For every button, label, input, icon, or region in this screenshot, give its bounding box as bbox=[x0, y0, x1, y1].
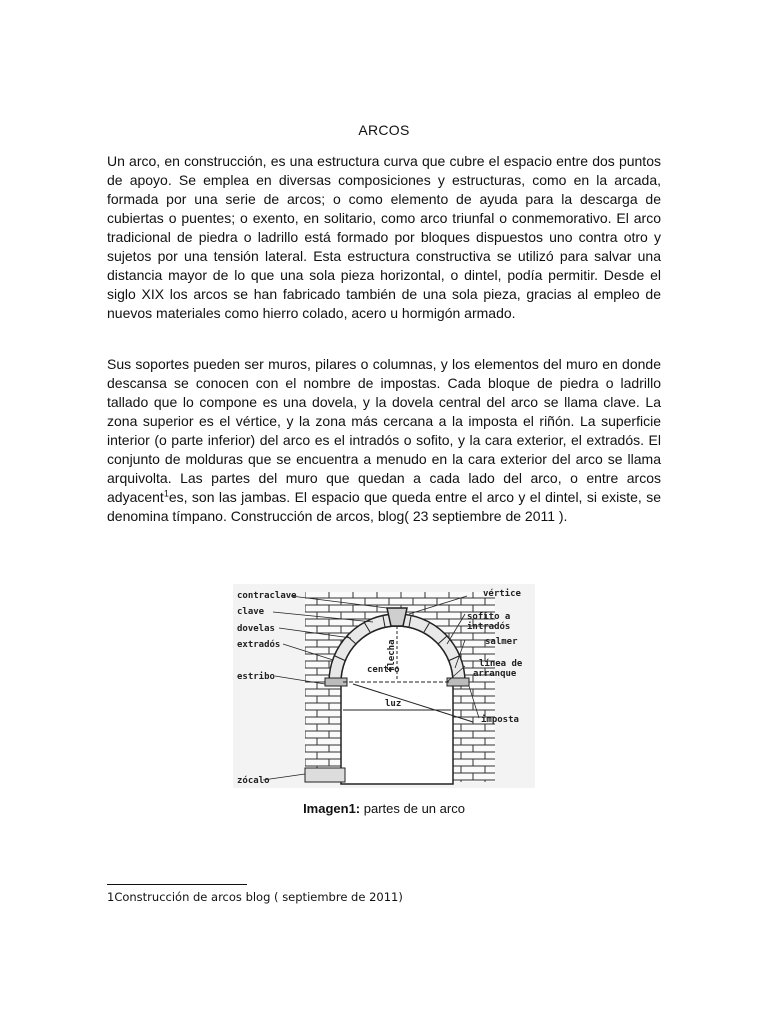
label-contraclave: contraclave bbox=[237, 591, 297, 601]
figure-caption bbox=[0, 800, 768, 818]
caption-text: partes de un arco bbox=[360, 801, 465, 816]
label-centro: centro bbox=[367, 665, 400, 675]
footnote-reference: 1 bbox=[163, 488, 169, 499]
label-arranque: arranque bbox=[473, 669, 517, 679]
label-clave: clave bbox=[237, 607, 265, 617]
label-imposta: imposta bbox=[481, 715, 519, 725]
plinth bbox=[305, 768, 345, 782]
label-flecha: flecha bbox=[387, 639, 397, 672]
footnote-separator bbox=[107, 884, 247, 885]
paragraph-2-part-1: Sus soportes pueden ser muros, pilares o columnas, y los elementos del muro en donde descansa se conocen con el nombre de impostas. Cada bloque de piedra o ladrillo tallado que lo compone es una dovela, y la dovela central del arco se llama clave. La zona superior es el vértice, y la zona más cercana a la imposta el riñón. La superficie interior (o parte inferior) del arco es el intradós o sofito, y la cara exterior, el extradós. El conjunto de molduras que se encuentra a menudo en la cara exterior del arco se llama arquivolta. Las partes del muro que quedan a cada lado del arco, o entre arcos adyacent bbox=[107, 356, 661, 505]
label-intrados: intradós bbox=[467, 622, 511, 632]
document-title: ARCOS bbox=[358, 122, 410, 138]
paragraph-1: Un arco, en construcción, es una estructura curva que cubre el espacio entre dos puntos de apoyo. Se emplea en diversas composiciones y estructuras, como en la arcada, formada por una serie de arcos; o como elemento de ayuda para la descarga de cubiertas o puentes; o exento, en solitario, como arco triunfal o conmemorativo. El arco tradicional de piedra o ladrillo está formado por bloques dispuestos uno contra otro y sujetos por una tensión lateral. Esta estructura constructiva se utilizó para salvar una distancia mayor de lo que una sola pieza horizontal, o dintel, podía permitir. Desde el siglo XIX los arcos se han fabricado también de una sola pieza, gracias al empleo de nuevos materiales como hierro colado, acero u hormigón armado. bbox=[107, 153, 661, 321]
label-linea-de: línea de bbox=[479, 659, 523, 669]
label-luz: luz bbox=[385, 699, 402, 709]
caption-label: Imagen1: bbox=[303, 801, 361, 816]
label-estribo: estribo bbox=[237, 672, 275, 682]
label-vertice: vértice bbox=[483, 589, 521, 599]
keystone bbox=[387, 608, 407, 626]
paragraph-2 bbox=[107, 355, 661, 526]
arch-diagram-figure bbox=[233, 584, 535, 788]
footnote: 1Construcción de arcos blog ( septiembre de 2011) bbox=[107, 890, 403, 904]
paragraph-2-part-2: es, son las jambas. El espacio que queda entre el arco y el dintel, si existe, se denomina tímpano. Construcción de arcos, blog( 23 septiembre de 2011 ). bbox=[107, 489, 661, 524]
label-sofito: sofito a bbox=[467, 612, 511, 622]
arch-diagram bbox=[233, 584, 535, 788]
label-salmer: salmer bbox=[485, 637, 518, 647]
label-extrados: extradós bbox=[237, 640, 281, 650]
label-zocalo: zócalo bbox=[237, 776, 270, 786]
label-dovelas: dovelas bbox=[237, 624, 275, 634]
